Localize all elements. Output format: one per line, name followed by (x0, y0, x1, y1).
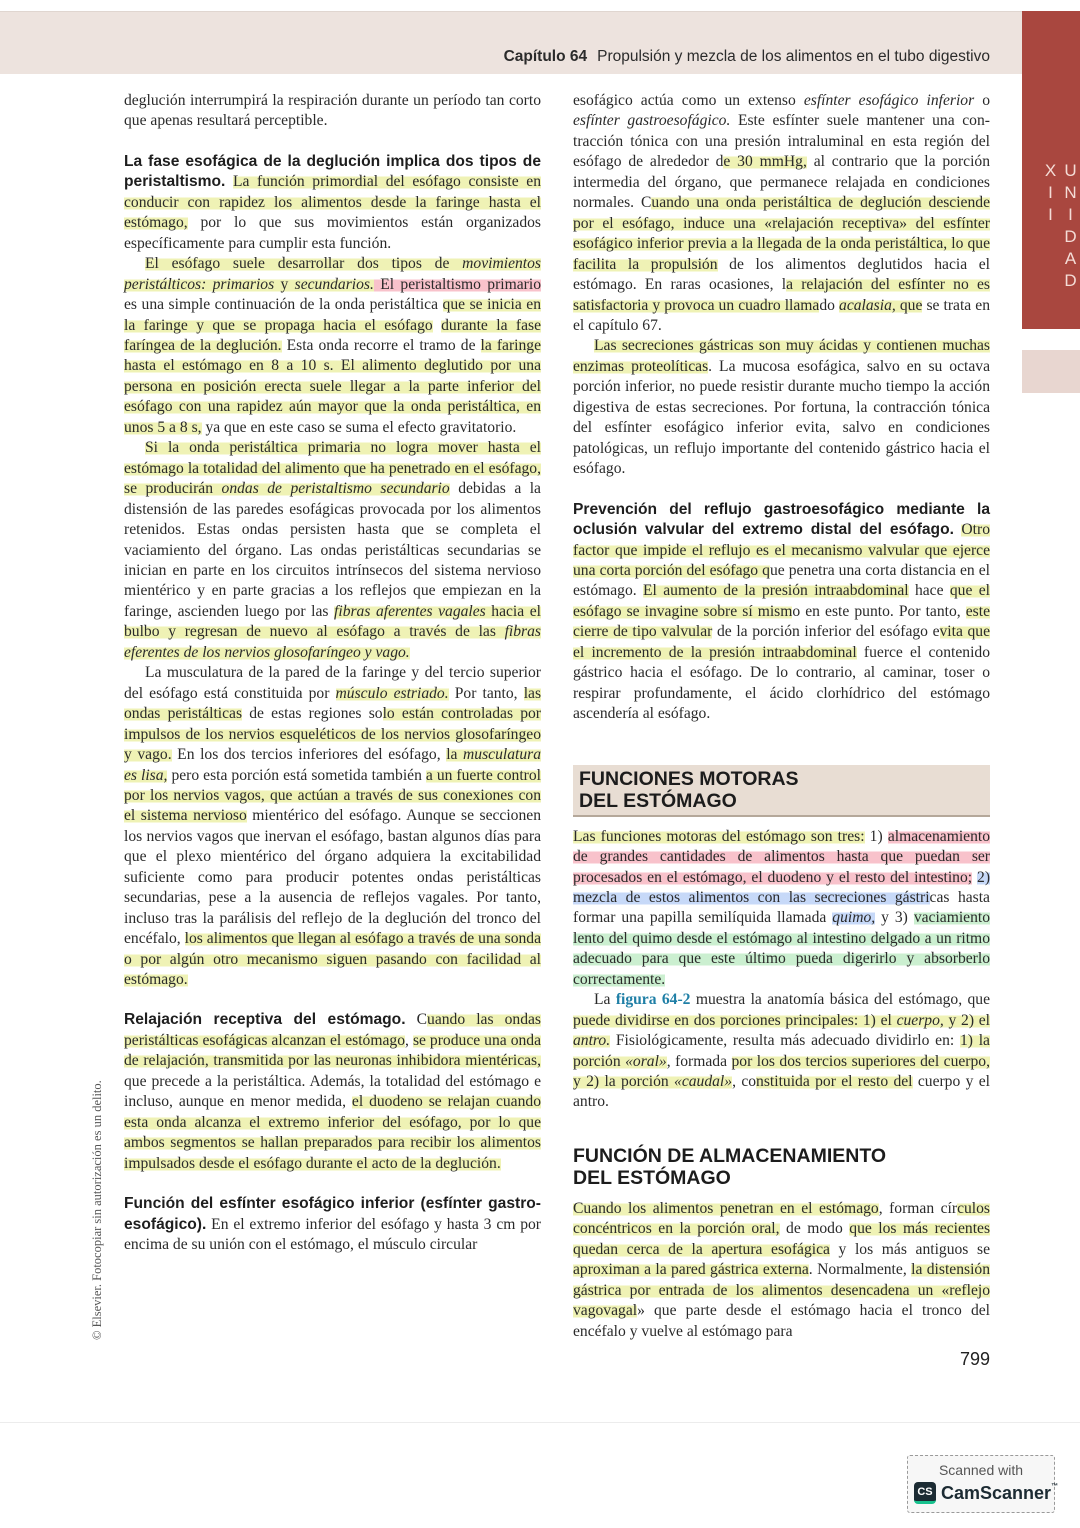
paragraph-reflux-prevention: Prevención del reflujo gastroesofágico mediante la oclusión valvular del extremo distal del esófago. Otro factor que impide el reflujo es el mecanismo valvular que ejerce una corta porción del esófago que penetra una corta distancia en el estómago. El aumento de la presión intraabdominal hace que el esófago se invagine sobre sí mismo en este punto. Por tanto, este cierre de tipo valvular de la porción inferior del esófago evita que el incremento de la presión intraabdominal fuerce el contenido gástrico hacia el esófago. De lo contrario, al caminar, toser o respirar profundamente, el ácido clorhídrico del estómago ascendería al esófago. (573, 500, 991, 723)
running-header (504, 48, 990, 66)
chapter-label: Capítulo 64 (503, 48, 588, 65)
paragraph: La musculatura de la pared de la faringe y del tercio superior del esófago está constituida por músculo estriado. Por tanto, las ondas peristálticas de estas regiones solo están controladas por impulsos de los nervios esqueléticos de los nervios glosofaríngeo y vago. En los dos tercios inferiores del esófago, la musculatura es lisa, pero esta porción está sometida también a un fuerte control por los nervios vagos, que actúan a través de sus conexiones con el sistema nervioso mientérico del esófago. Aunque se seccionen los nervios vagos que inervan el esófago, bastan algunos días para que el plexo mientérico del órgano adquiera la excitabilidad suficiente como para producir potentes ondas peristálticas secundarias, pese a la ausencia de reflejos vagales. Por tanto, incluso tras la parálisis del reflejo de la deglución del tronco del encéfalo, los alimentos que llegan al esófago a través de una sonda o por algún otro mecanismo siguen pasando con facilidad al estómago. (124, 664, 542, 989)
paragraph: deglución interrumpirá la respiración durante un período tan corto que apenas resultará perceptible. (124, 92, 541, 130)
section-heading-storage-function: FUNCIÓN DE ALMACENAMIENTO DEL ESTÓMAGO (573, 1144, 887, 1189)
paragraph: Las secreciones gástricas son muy ácidas y contienen muchas enzimas proteolíticas. La mucosa esofágica, salvo en su octava porción inferior, no puede resistir durante mucho tiempo la acción digestiva de estas secreciones. Por fortuna, la contracción tónica del esfínter esofágico inferior evita, salvo en condiciones patológicas, un reflujo importante del contenido gástrico hacia el esófago. (573, 337, 990, 478)
highlight-blue: 2) mezcla de estos alimentos con las secreciones gástri (573, 868, 991, 906)
left-column (124, 91, 541, 1255)
camscanner-watermark (907, 1455, 1059, 1513)
chapter-title: Propulsión y mezcla de los alimentos en el tubo digestivo (597, 48, 990, 65)
highlight-green: vaciamiento lento del quimo desde el estómago al intestino delgado a un ritmo adecuado para que este último pueda digerirlo y absorberlo correctamente. (573, 909, 991, 988)
paragraph: La figura 64-2 muestra la anatomía básica del estómago, que puede dividirse en dos porciones principales: 1) el cuerpo, y 2) el antro. Fisiológicamente, resulta más adecuado dividirlo en: 1) la porción «oral», formada por los dos tercios superiores del cuerpo, y 2) la porción «caudal», constituida por el resto del cuerpo y el antro. (573, 991, 991, 1111)
paragraph: esofágico actúa como un extenso esfínter esofágico inferior o esfínter gastroesofágico. Este esfínter suele mantener una contracción tónica con una presión intraluminal en esta región del esófago de alrededor de 30 mmHg, al contrario que la porción intermedia del órgano, que permanece relajada en condiciones normales. Cuando una onda peristáltica de deglución desciende por el esófago, induce una «relajación receptiva» del esfínter esofágico inferior previa a la llegada de la onda peristáltica, lo que facilita la propulsión de los alimentos deglutidos hacia el estómago. En raras ocasiones, la relajación del esfínter no es satisfactoria y provoca un cuadro llamado acalasia, que se trata en el capítulo 67. (573, 92, 991, 334)
scanned-with-label: Scanned with (938, 1462, 1024, 1478)
page-bottom-rule (0, 1422, 1080, 1423)
camscanner-brand: CamScanner™ (941, 1482, 1059, 1503)
subheading: Relajación receptiva del estómago. (124, 1011, 406, 1029)
top-strip (0, 0, 1080, 12)
copyright-notice: © Elsevier. Fotocopiar sin autorización es un delito. (90, 1080, 104, 1340)
section-heading-motor-functions: FUNCIONES MOTORAS DEL ESTÓMAGO (573, 765, 990, 817)
figure-link[interactable]: figura 64-2 (615, 991, 691, 1009)
subheading: Función del esfínter esofágico inferior (esfínter gastroesofágico). (124, 1195, 541, 1233)
highlight-yellow: La función primordial del esófago consiste en conducir con rapidez los alimentos desde la faringe hasta el estómago, (124, 173, 542, 232)
paragraph-lower-sphincter: Función del esfínter esofágico inferior (esfínter gastroesofágico). En el extremo inferior del esófago y hasta 3 cm por encima de su unión con el estómago, el músculo circular (124, 1195, 541, 1254)
paragraph: Cuando los alimentos penetran en el estómago, forman círculos concéntricos en la porción oral, de modo que los más recientes quedan cerca de la apertura esofágica y los más antiguos se aproximan a la pared gástrica externa. Normalmente, la distensión gástrica por entrada de los alimentos desencadena un «reflejo vagovagal» que parte desde el estómago hacia el tronco del encéfalo y vuelve al estómago para (573, 1199, 991, 1340)
subheading: La fase esofágica de la deglución implica dos tipos de peristaltismo. (124, 152, 541, 191)
camscanner-logo-icon: CS (914, 1482, 936, 1504)
paragraph-receptive-relaxation: Relajación receptiva del estómago. Cuando las ondas peristálticas esofágicas alcanzan el estómago, se produce una onda de relajación, transmitida por las neuronas inhibidora mientéricas, que precede a la peristáltica. Además, la totalidad del estómago e incluso, aunque en menor medida, el duodeno se relajan cuando esta onda alcanza el extremo inferior del esófago, por lo que ambos segmentos se hallan preparados para recibir los alimentos impulsados desde el esófago durante el acto de la deglución. (124, 1011, 542, 1172)
paragraph: Las funciones motoras del estómago son tres: 1) almacenamiento de grandes cantidades de alimentos hasta que puedan ser procesados en el estómago, el duodeno y el resto del intestino; 2) mezcla de estos alimentos con las secreciones gástricas hasta formar una papilla semilíquida llamada quimo, y 3) vaciamiento lento del quimo desde el estómago al intestino delgado a un ritmo adecuado para que este último pueda digerirlo y absorberlo correctamente. (573, 827, 991, 988)
paragraph-esophageal-phase: La fase esofágica de la deglución implica dos tipos de peristaltismo. La función primordial del esófago consiste en conducir con rapidez los alimentos desde la faringe hasta el estómago, por lo que sus movimientos están organizados específicamente para cumplir esta función. (124, 152, 542, 252)
subheading: Prevención del reflujo gastroesofágico mediante la oclusión valvular del extremo distal del esófago. (573, 500, 990, 539)
paragraph: El esófago suele desarrollar dos tipos de movimientos peristálticos: primarios y secundarios. El peristaltismo primario es una simple continuación de la onda peristáltica que se inicia en la faringe y que se propaga hacia el esófago durante la fase faríngea de la deglución. Esta onda recorre el tramo de la faringe hasta el estómago en 8 a 10 s. El alimento deglutido por una persona en posición erecta suele llegar a la parte inferior del esófago con una rapidez aún mayor que la onda peristáltica, en unos 5 a 8 s, ya que en este caso se suma el efecto gravitatorio. (124, 255, 542, 436)
right-column (573, 91, 990, 1342)
highlight-red: almacenamiento de grandes cantidades de alimentos hasta que puedan ser procesados en el estómago, el duodeno y el resto del intestino; (573, 827, 991, 886)
unit-tab-secondary (1022, 350, 1080, 393)
paragraph: Si la onda peristáltica primaria no logra mover hasta el estómago la totalidad del alimento que ha penetrado en el esófago, se producirán ondas de peristaltismo secundario debidas a la distensión de las paredes esofágicas provocada por los alimentos retenidos. Estas ondas persisten hasta que se completa el vaciamiento del órgano. Las ondas peristálticas secundarias se inician en parte en los circuitos intrínsecos del sistema nervioso mientérico y en parte gracias a los reflejos que empiezan en la faringe, ascienden luego por las fibras aferentes vagales hacia el bulbo y regresan de nuevo al esófago a través de las fibras eferentes de los nervios glosofaríngeo y vago. (124, 439, 541, 661)
unit-tab-label: UNIDAD XII (1041, 161, 1080, 293)
unit-tab (1022, 11, 1080, 329)
page-number: 799 (959, 1349, 990, 1369)
highlight-red: El peristaltismo primario (373, 275, 542, 293)
